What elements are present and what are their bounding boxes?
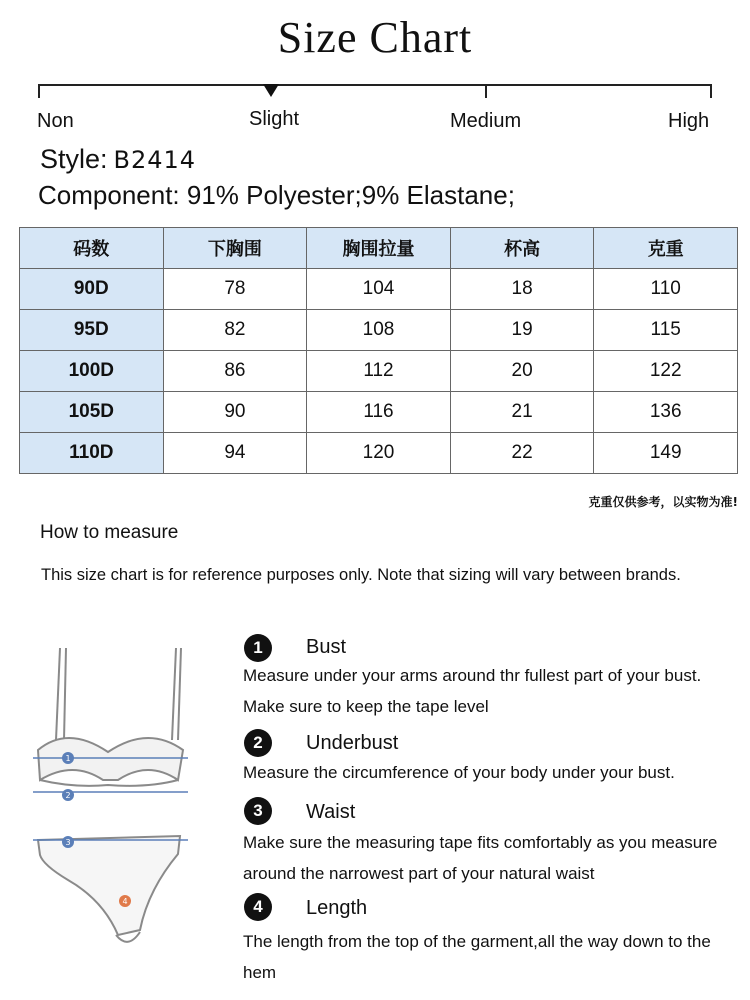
table-cell: 105D — [20, 392, 164, 433]
table-cell: 100D — [20, 351, 164, 392]
table-row — [20, 351, 738, 392]
step-3-title: Waist — [306, 801, 356, 823]
level-label-high: High — [668, 110, 710, 132]
table-header-row — [20, 228, 738, 269]
component-text: Component: 91% Polyester;9% Elastane; — [38, 180, 515, 210]
table-cell: 136 — [594, 392, 738, 433]
stretch-scale — [38, 84, 712, 100]
scale-tick-non — [38, 84, 40, 98]
step-4-number-icon: 4 — [244, 893, 272, 921]
table-row — [20, 269, 738, 310]
header-bust-stretch: 胸围拉量 — [307, 228, 451, 269]
garment-illustration — [28, 640, 193, 965]
step-2-desc: Measure the circumference of your body under your bust. — [243, 763, 675, 782]
style-line — [40, 144, 196, 175]
marker-3-label: 3 — [65, 838, 71, 847]
marker-4-label: 4 — [122, 897, 128, 906]
header-weight: 克重 — [594, 228, 738, 269]
table-row — [20, 433, 738, 474]
table-cell: 95D — [20, 310, 164, 351]
table-cell: 22 — [450, 433, 594, 474]
table-cell: 21 — [450, 392, 594, 433]
table-cell: 86 — [163, 351, 307, 392]
step-4-desc: The length from the top of the garment,all the way down to the hem — [243, 932, 711, 982]
style-value: B2414 — [113, 146, 197, 174]
table-cell: 18 — [450, 269, 594, 310]
table-row — [20, 310, 738, 351]
reference-text: This size chart is for reference purposes only. Note that sizing will vary between brands. — [41, 566, 681, 584]
table-cell: 116 — [307, 392, 451, 433]
table-cell: 90D — [20, 269, 164, 310]
level-label-slight: Slight — [249, 108, 300, 130]
marker-2-label: 2 — [65, 791, 71, 800]
level-label-non: Non — [37, 110, 74, 132]
step-2-number-icon: 2 — [244, 729, 272, 757]
level-label-medium: Medium — [450, 110, 522, 132]
step-3-number-icon: 3 — [244, 797, 272, 825]
table-cell: 110D — [20, 433, 164, 474]
table-row — [20, 392, 738, 433]
scale-line — [38, 84, 712, 86]
scale-tick-medium — [485, 84, 487, 98]
table-cell: 112 — [307, 351, 451, 392]
step-2-title: Underbust — [306, 732, 399, 754]
table-cell: 120 — [307, 433, 451, 474]
step-3-desc: Make sure the measuring tape fits comfortably as you measure around the narrowest part of your natural waist — [243, 833, 718, 883]
page-title: Size Chart — [277, 13, 473, 62]
size-table — [19, 227, 738, 474]
table-cell: 122 — [594, 351, 738, 392]
table-cell: 82 — [163, 310, 307, 351]
table-cell: 149 — [594, 433, 738, 474]
table-cell: 108 — [307, 310, 451, 351]
selected-level-marker — [263, 84, 279, 97]
step-1-desc: Measure under your arms around thr fullest part of your bust. Make sure to keep the tape level — [243, 666, 702, 716]
header-cup-height: 杯高 — [450, 228, 594, 269]
table-cell: 104 — [307, 269, 451, 310]
style-label: Style: — [40, 144, 108, 174]
table-cell: 94 — [163, 433, 307, 474]
table-cell: 78 — [163, 269, 307, 310]
step-1-number-icon: 1 — [244, 634, 272, 662]
marker-1-label: 1 — [65, 754, 71, 763]
step-4-title: Length — [306, 897, 368, 919]
table-cell: 110 — [594, 269, 738, 310]
table-cell: 20 — [450, 351, 594, 392]
header-underbust: 下胸围 — [163, 228, 307, 269]
weight-note: 克重仅供参考，以实物为准! — [588, 495, 738, 509]
scale-tick-high — [710, 84, 712, 98]
table-cell: 115 — [594, 310, 738, 351]
header-size: 码数 — [20, 228, 164, 269]
step-1-title: Bust — [306, 636, 347, 658]
how-to-heading: How to measure — [40, 522, 179, 543]
table-cell: 90 — [163, 392, 307, 433]
table-cell: 19 — [450, 310, 594, 351]
